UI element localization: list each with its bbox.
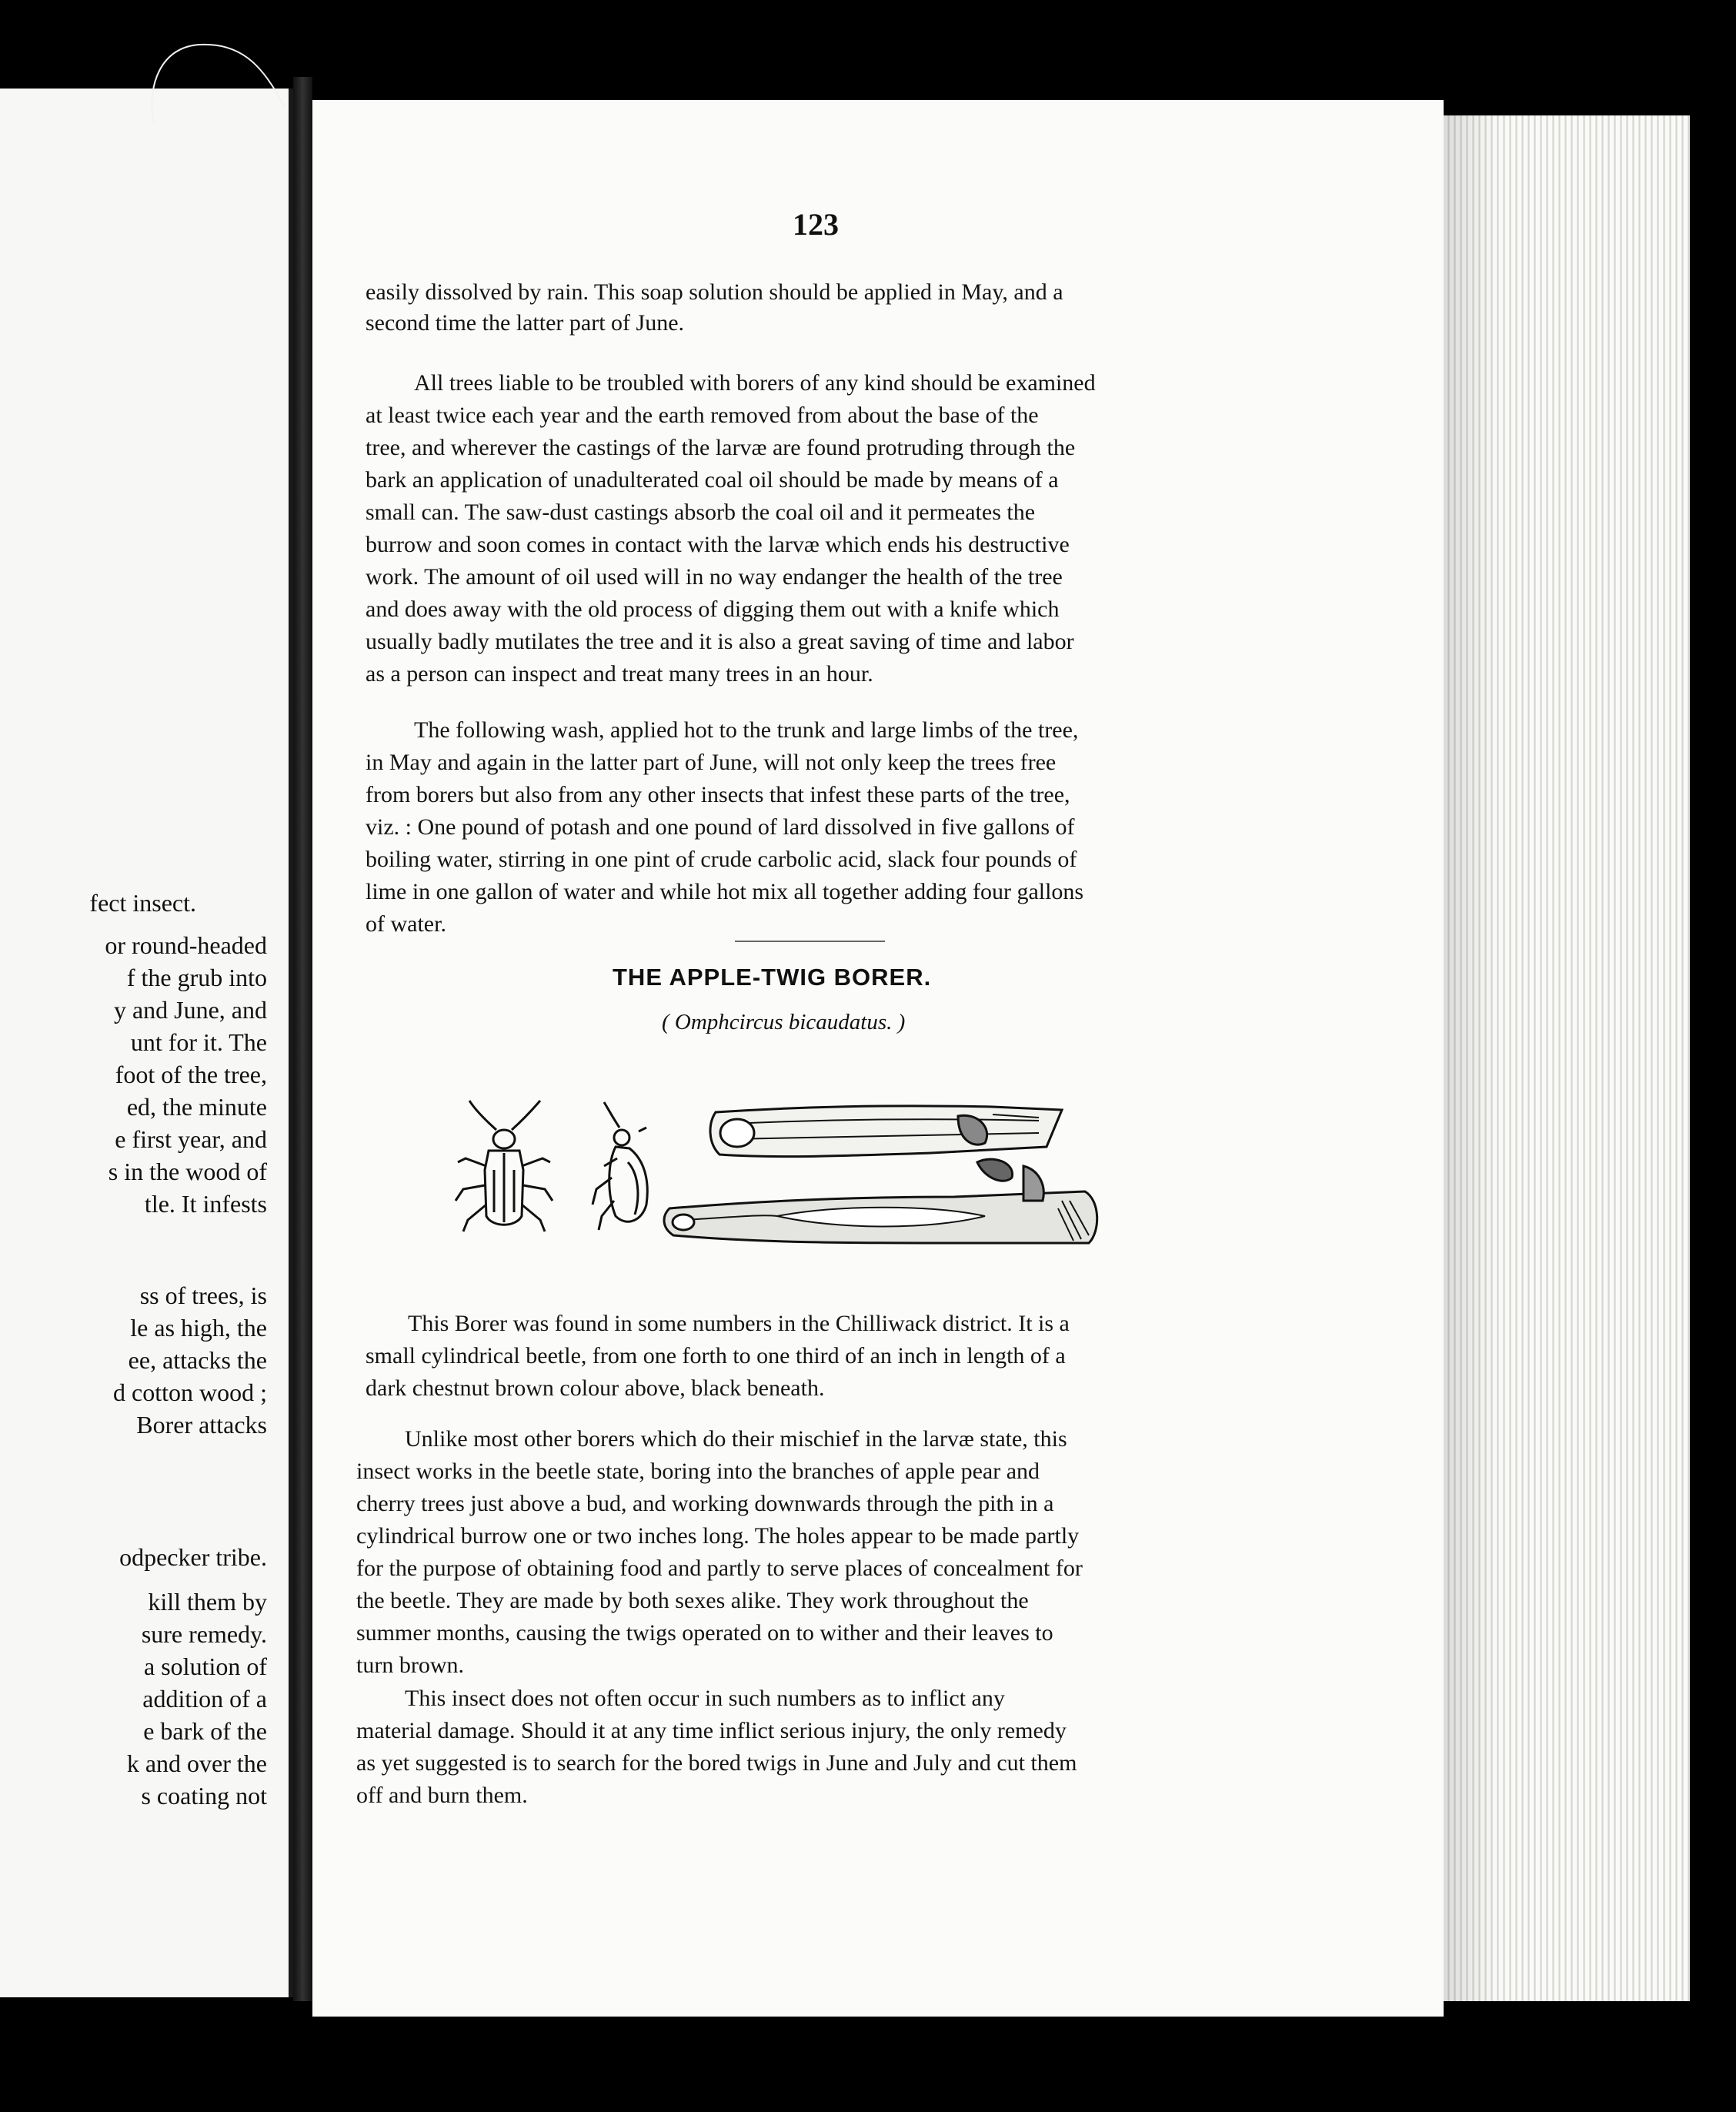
left-page-line: a solution of [144, 1653, 267, 1680]
text-line: This insect does not often occur in such numbers as to inflict any [405, 1686, 1005, 1711]
lower-twig [664, 1159, 1097, 1243]
text-line: boiling water, stirring in one pint of crude carbolic acid, slack four pounds of [366, 847, 1077, 872]
text-line: All trees liable to be troubled with borers of any kind should be examined [414, 370, 1096, 396]
beetle-side-view [593, 1102, 647, 1230]
left-page-line: e first year, and [115, 1125, 267, 1153]
left-page-line: unt for it. The [130, 1028, 267, 1056]
text-line: from borers but also from any other insects that infest these parts of the tree, [366, 782, 1070, 807]
left-page-line: or round-headed [105, 931, 267, 959]
text-line: lime in one gallon of water and while hot mix all together adding four gallons [366, 879, 1084, 904]
text-line: at least twice each year and the earth removed from about the base of the [366, 403, 1039, 428]
text-line: work. The amount of oil used will in no way endanger the health of the tree [366, 564, 1063, 590]
left-page-line: foot of the tree, [115, 1061, 267, 1088]
left-page-line: f the grub into [126, 964, 267, 991]
left-page-line: tle. It infests [144, 1190, 267, 1218]
text-line: tree, and wherever the castings of the larvæ are found protruding through the [366, 435, 1076, 460]
left-page [0, 89, 293, 1997]
text-line: in May and again in the latter part of June, will not only keep the trees free [366, 750, 1057, 775]
left-page-line: Borer attacks [136, 1411, 267, 1439]
text-line: small can. The saw-dust castings absorb the coal oil and it permeates the [366, 500, 1036, 525]
text-line: This Borer was found in some numbers in the Chilliwack district. It is a [408, 1311, 1070, 1336]
left-page-line: y and June, and [113, 996, 267, 1024]
apple-twig-borer-illustration [454, 1093, 1162, 1262]
left-page-line: addition of a [142, 1685, 267, 1713]
text-line: cherry trees just above a bud, and working downwards through the pith in a [356, 1491, 1054, 1516]
loose-thread [131, 38, 300, 131]
section-subheading: ( Omphcircus bicaudatus. ) [662, 1010, 906, 1034]
left-page-line: s coating not [141, 1782, 267, 1810]
left-page-line: kill them by [148, 1588, 267, 1616]
text-line: turn brown. [356, 1653, 464, 1678]
text-line: summer months, causing the twigs operated on to wither and their leaves to [356, 1620, 1053, 1646]
text-line: easily dissolved by rain. This soap solution should be applied in May, and a [366, 279, 1063, 305]
text-line: burrow and soon comes in contact with the larvæ which ends his destructive [366, 532, 1070, 557]
text-line: second time the latter part of June. [366, 310, 685, 336]
beetle-top-view [456, 1101, 553, 1231]
page-edge-shadow [1444, 115, 1497, 2001]
text-line: viz. : One pound of potash and one pound of lard dissolved in five gallons of [366, 814, 1075, 840]
text-line: cylindrical burrow one or two inches long. The holes appear to be made partly [356, 1523, 1080, 1549]
section-divider [735, 941, 885, 942]
left-page-line: le as high, the [130, 1314, 267, 1342]
left-page-line: e bark of the [143, 1717, 267, 1745]
text-line: Unlike most other borers which do their mischief in the larvæ state, this [405, 1426, 1067, 1452]
text-line: insect works in the beetle state, boring into the branches of apple pear and [356, 1459, 1040, 1484]
text-line: as yet suggested is to search for the bored twigs in June and July and cut them [356, 1750, 1077, 1776]
text-line: the beetle. They are made by both sexes alike. They work throughout the [356, 1588, 1029, 1613]
left-page-line: fect insect. [89, 889, 196, 917]
left-page-line: ss of trees, is [139, 1282, 267, 1309]
left-page-line: ee, attacks the [128, 1346, 267, 1374]
text-line: The following wash, applied hot to the trunk and large limbs of the tree, [414, 717, 1079, 743]
text-line: dark chestnut brown colour above, black beneath. [366, 1375, 825, 1401]
page-number: 123 [793, 207, 839, 242]
left-page-line: odpecker tribe. [119, 1543, 267, 1571]
left-page-line: ed, the minute [126, 1093, 267, 1121]
section-heading: THE APPLE-TWIG BORER. [613, 964, 932, 991]
text-line: usually badly mutilates the tree and it is also a great saving of time and labor [366, 629, 1074, 654]
text-line: bark an application of unadulterated coal oil should be made by means of a [366, 467, 1059, 493]
text-line: and does away with the old process of digging them out with a knife which [366, 597, 1060, 622]
left-page-line: sure remedy. [141, 1620, 267, 1648]
left-page-line: s in the wood of [108, 1158, 267, 1185]
text-line: of water. [366, 911, 446, 937]
left-page-line: k and over the [126, 1749, 267, 1777]
text-line: off and burn them. [356, 1783, 528, 1808]
text-line: small cylindrical beetle, from one forth to one third of an inch in length of a [366, 1343, 1066, 1368]
upper-twig [710, 1106, 1062, 1157]
book-gutter [293, 77, 312, 2001]
text-line: for the purpose of obtaining food and partly to serve places of concealment for [356, 1556, 1083, 1581]
text-line: material damage. Should it at any time inflict serious injury, the only remedy [356, 1718, 1067, 1743]
text-line: as a person can inspect and treat many trees in an hour. [366, 661, 873, 687]
left-page-line: d cotton wood ; [113, 1378, 267, 1406]
